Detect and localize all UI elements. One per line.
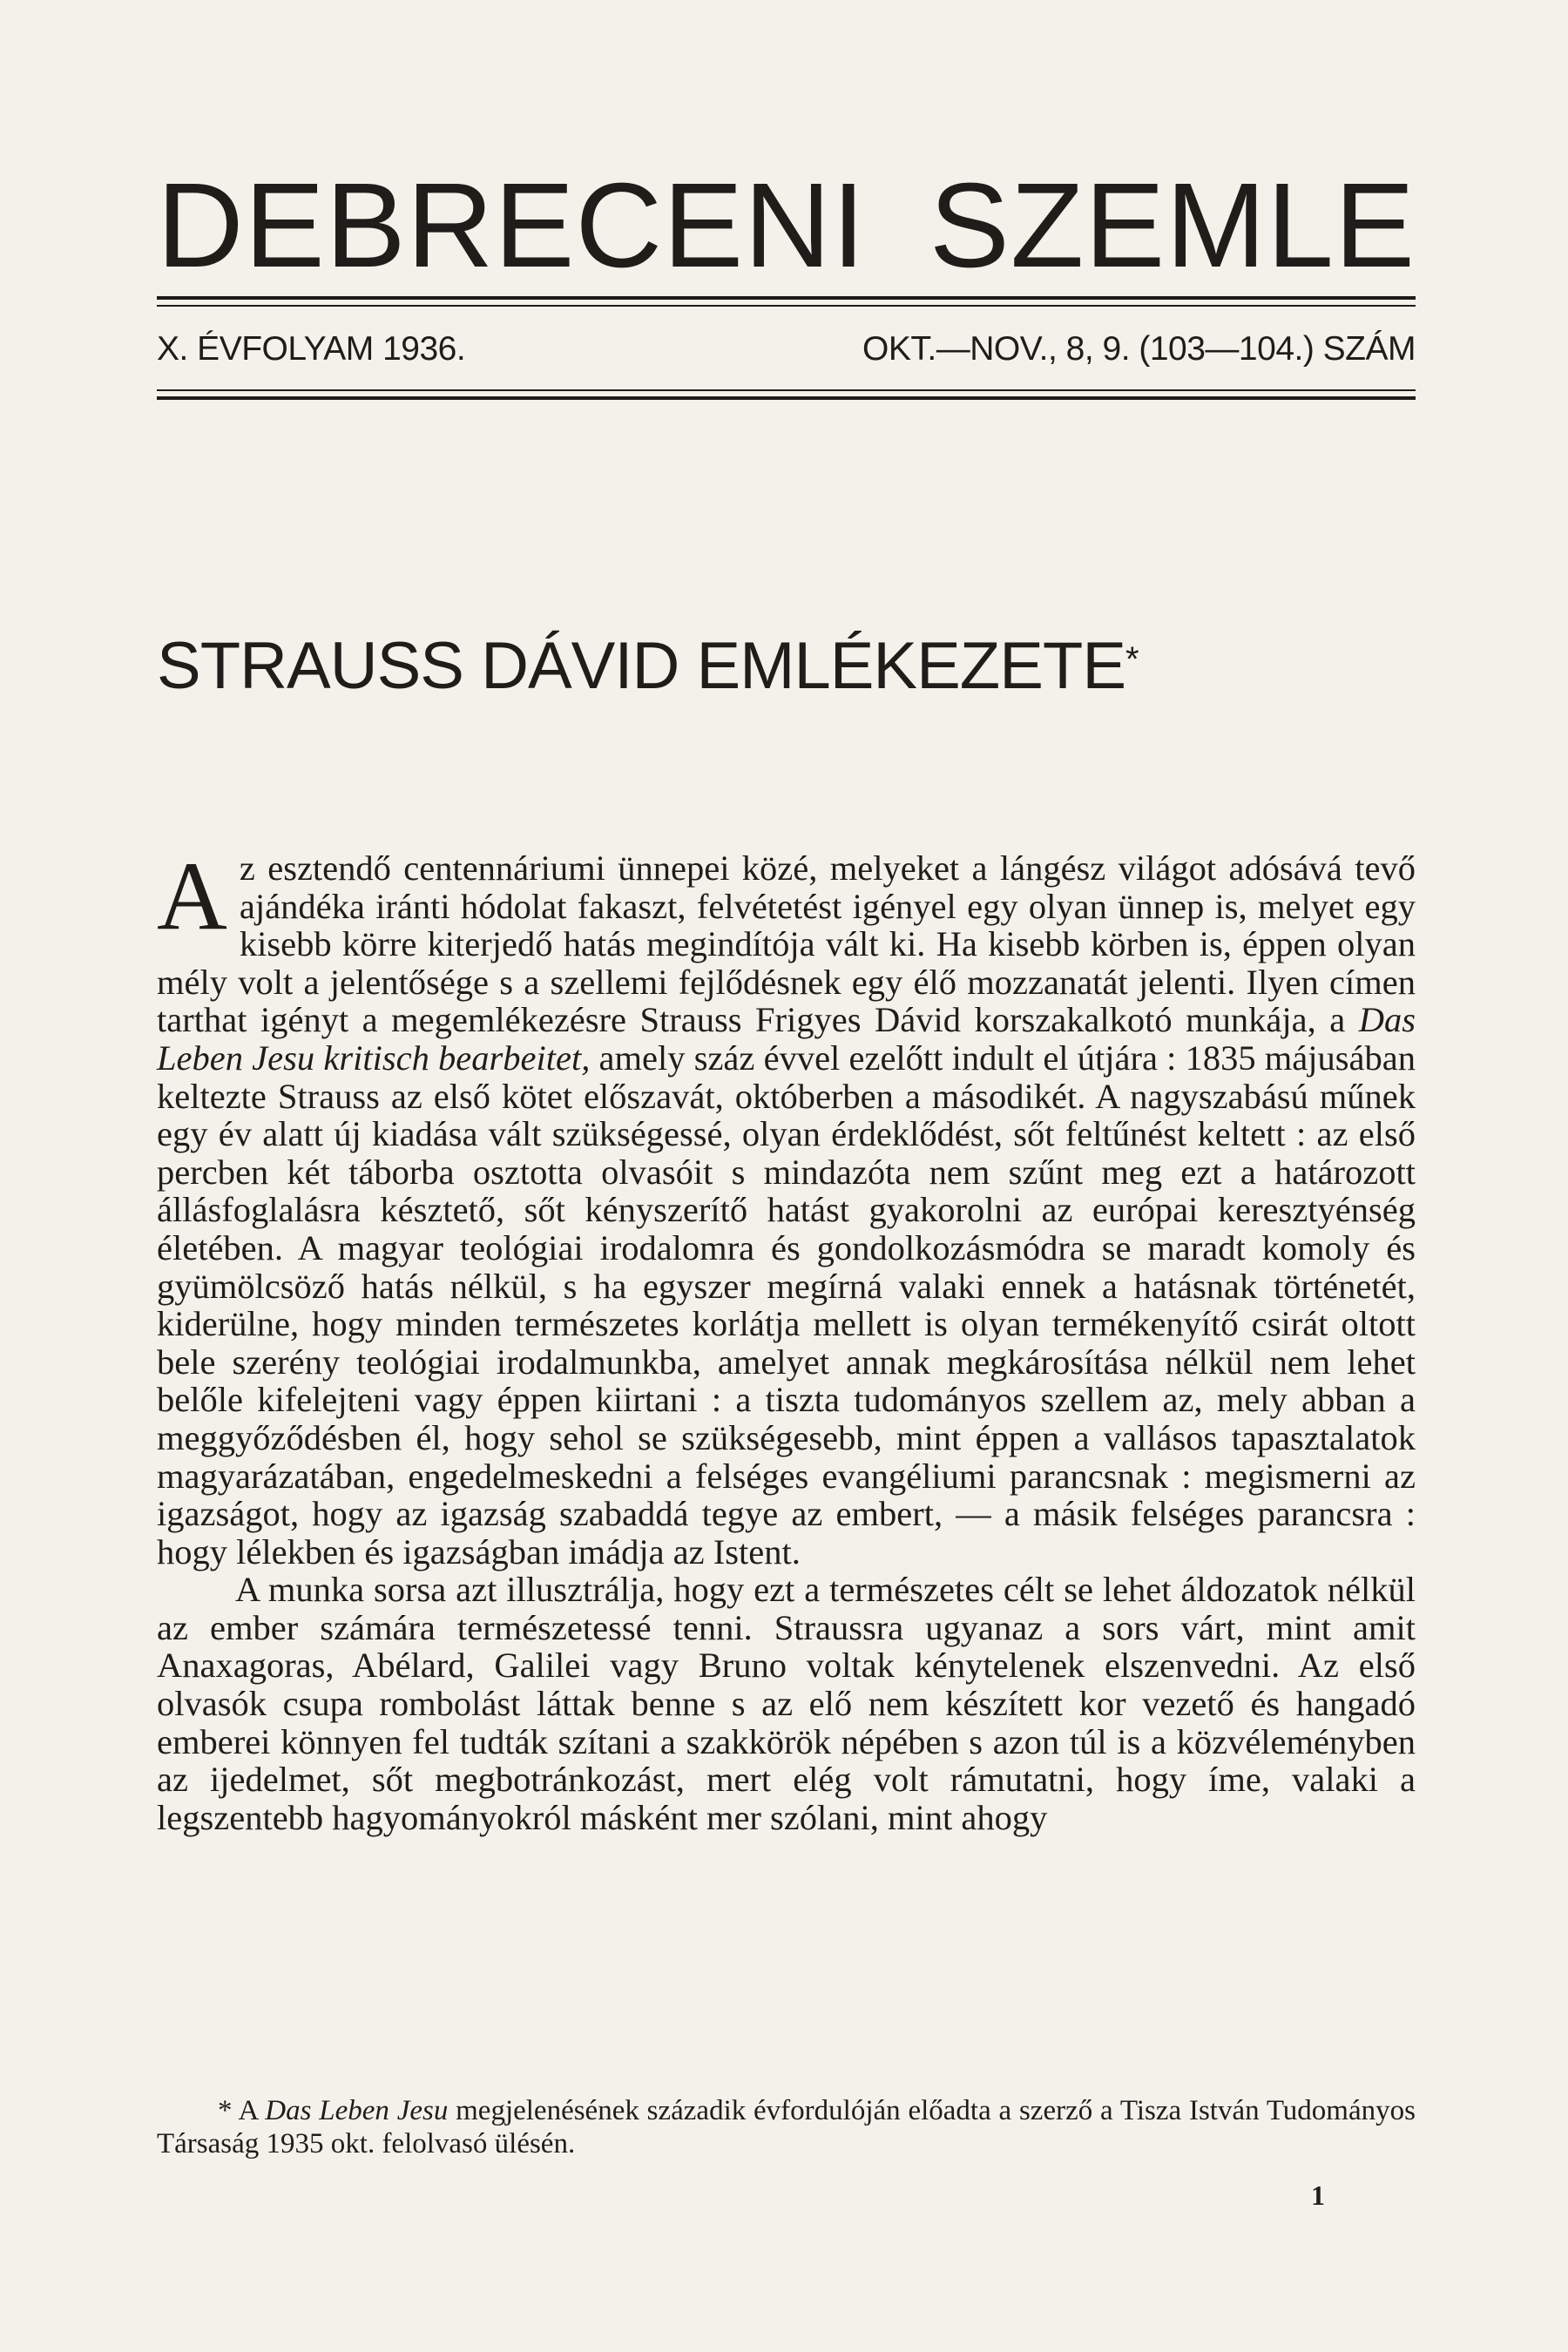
issue-rule-thick: [157, 396, 1416, 400]
drop-cap: A: [157, 842, 227, 950]
issue-line: [157, 328, 1416, 371]
article-title-text: STRAUSS DÁVID EMLÉKEZETE: [157, 629, 1126, 703]
footnote-mark: * A: [218, 2095, 266, 2126]
masthead-word-1: DEBRECENI: [157, 159, 867, 293]
issue-year: X. ÉVFOLYAM 1936.: [157, 330, 466, 368]
paragraph-1-end: amely száz évvel ezelőtt indult el útjára : 1835 májusában keltezte Strauss az első kötet előszavát, októberben a másodikét. A nagyszabású műnek egy év alatt új kiadása vált szükségessé, olyan érdeklődést, sőt feltűnést keltett : az első percben két táborba osztotta olvasóit s mindazóta nem szűnt meg ezt a határozott állásfoglalásra késztető, sőt kényszerítő hatást gyakorolni az európai keresztyénség életében. A magyar teológiai irodalomra és gondolkozásmódra se maradt komoly és gyümölcsöző hatás nélkül, s ha egyszer megírná valaki ennek a hatásnak történetét, kiderülne, hogy minden természetes korlátja mellett is olyan termékenyítő csirát oltott bele szerény teológiai irodalmunkba, amelyet annak megkárosítása nélkül nem lehet belőle kifelejteni vagy éppen kiirtani : a tiszta tudományos szellem az, mely abban a meggyőződésben él, hogy sehol se szükségesebb, mint éppen a vallásos tapasztalatok magyarázatában, engedelmeskedni a felséges evangéliumi parancsnak : megismerni az igazságot, hogy az igazság szabaddá tegye az embert, — a másik felséges parancsra : hogy lélekben és igazságban imádja az Istent.: [157, 1037, 1416, 1571]
footnote: [157, 2094, 1416, 2160]
paragraph-1-start: z esztendő centennáriumi ünnepei közé, melyeket a lángész világot adósává tevő ajándéka iránti hódolat fakaszt, felvétetést igényel egy olyan ünnep is, melyet egy kisebb körre kiterjedő hatás megindítója vált ki. Ha kisebb körben is, éppen olyan mély volt a jelentősége s a szellemi fejlődésnek egy élő mozzanatát jelenti. Ilyen címen tarthat igényt a megemlékezésre Strauss Frigyes Dávid korszakalkotó munkája, a: [157, 848, 1416, 1040]
article-body: [157, 842, 1416, 1837]
journal-masthead: [157, 159, 1416, 296]
page-number: 1: [1311, 2180, 1325, 2211]
paragraph-1: [157, 842, 1416, 1571]
masthead-rule-top-thick: [157, 296, 1416, 300]
masthead-word-2: SZEMLE: [929, 159, 1416, 293]
issue-number: OKT.—NOV., 8, 9. (103—104.) SZÁM: [862, 330, 1416, 368]
paragraph-2: A munka sorsa azt illusztrálja, hogy ezt a természetes célt se lehet áldozatok nélkül az ember számára természetessé tenni. Straussra ugyanaz a sors várt, mint amit Anaxagoras, Abélard, Galilei vagy Bruno voltak kénytelenek elszenvedni. Az első olvasók csupa rombolást láttak benne s az elő nem készített kor vezető és hangadó emberei könnyen fel tudták szítani a szakkörök népében s azon túl is a közvéleményben az ijedelmet, sőt megbotránkozást, mert elég volt rámutatni, hogy íme, valaki a legszentebb hagyományokról másként mer szólani, mint ahogy: [157, 1570, 1416, 1837]
footnote-italic-title: Das Leben Jesu: [265, 2095, 449, 2126]
footnote-reference-mark: *: [1125, 640, 1139, 679]
footnote-text: megjelenésének századik évfordulóján előadta a szerző a Tisza István Tudományos Társaság 1935 okt. felolvasó ülésén.: [157, 2095, 1416, 2159]
article-title: [157, 627, 1420, 706]
book-title-italic: Das Leben Jesu kritisch bearbeitet,: [157, 1000, 1416, 1078]
masthead-rule-top-thin: [157, 305, 1416, 307]
issue-rule-thin: [157, 389, 1416, 391]
